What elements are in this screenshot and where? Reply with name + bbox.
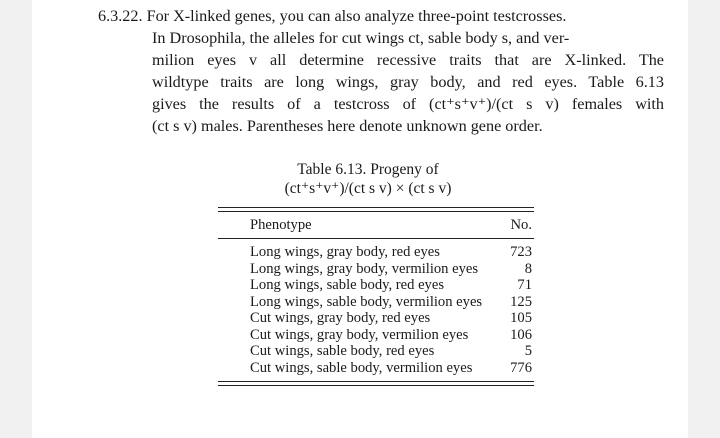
progeny-table	[218, 207, 534, 386]
table-row: Long wings, sable body, vermilion eyes 125	[250, 293, 532, 310]
problem-line-6: (ct s v) males. Parentheses here denote unknown gene order.	[152, 117, 543, 135]
table-row: Cut wings, sable body, red eyes 5	[250, 343, 532, 359]
table-row: Long wings, gray body, red eyes 723	[250, 244, 532, 260]
table-row: Cut wings, sable body, vermilion eyes 776	[250, 359, 532, 376]
problem-line-4: wildtype traits are long wings, gray body, and red eyes. Table 6.13	[152, 73, 664, 91]
table-row: Cut wings, gray body, red eyes 105	[250, 310, 532, 326]
table-header-row	[218, 212, 534, 238]
problem-number: 6.3.22.	[98, 7, 143, 25]
problem-text	[98, 5, 664, 137]
problem-line-3: milion eyes v all determine recessive traits that are X-linked. The	[152, 51, 664, 69]
table-row: Cut wings, gray body, vermilion eyes 106	[250, 326, 532, 343]
column-header-number: No.	[510, 217, 532, 233]
table-row: Long wings, gray body, vermilion eyes 8	[250, 260, 532, 277]
table-caption-line-1: Table 6.13. Progeny of	[297, 161, 439, 178]
problem-line-5: gives the results of a testcross of (ct⁺s⁺v⁺)/(ct s v) females with	[152, 95, 664, 113]
document-page	[32, 0, 688, 438]
table-caption	[218, 160, 518, 198]
table-caption-line-2: (ct⁺s⁺v⁺)/(ct s v) × (ct s v)	[284, 180, 452, 197]
column-header-phenotype: Phenotype	[250, 217, 312, 233]
problem-line-2: In Drosophila, the alleles for cut wings ct, sable body s, and ver-	[152, 29, 570, 47]
table-body	[218, 239, 534, 381]
table-row: Long wings, sable body, red eyes 71	[250, 277, 532, 293]
problem-line-1: 6.3.22. For X-linked genes, you can also analyze three-point testcrosses.	[98, 7, 567, 25]
table-bottom-rule	[218, 381, 534, 386]
